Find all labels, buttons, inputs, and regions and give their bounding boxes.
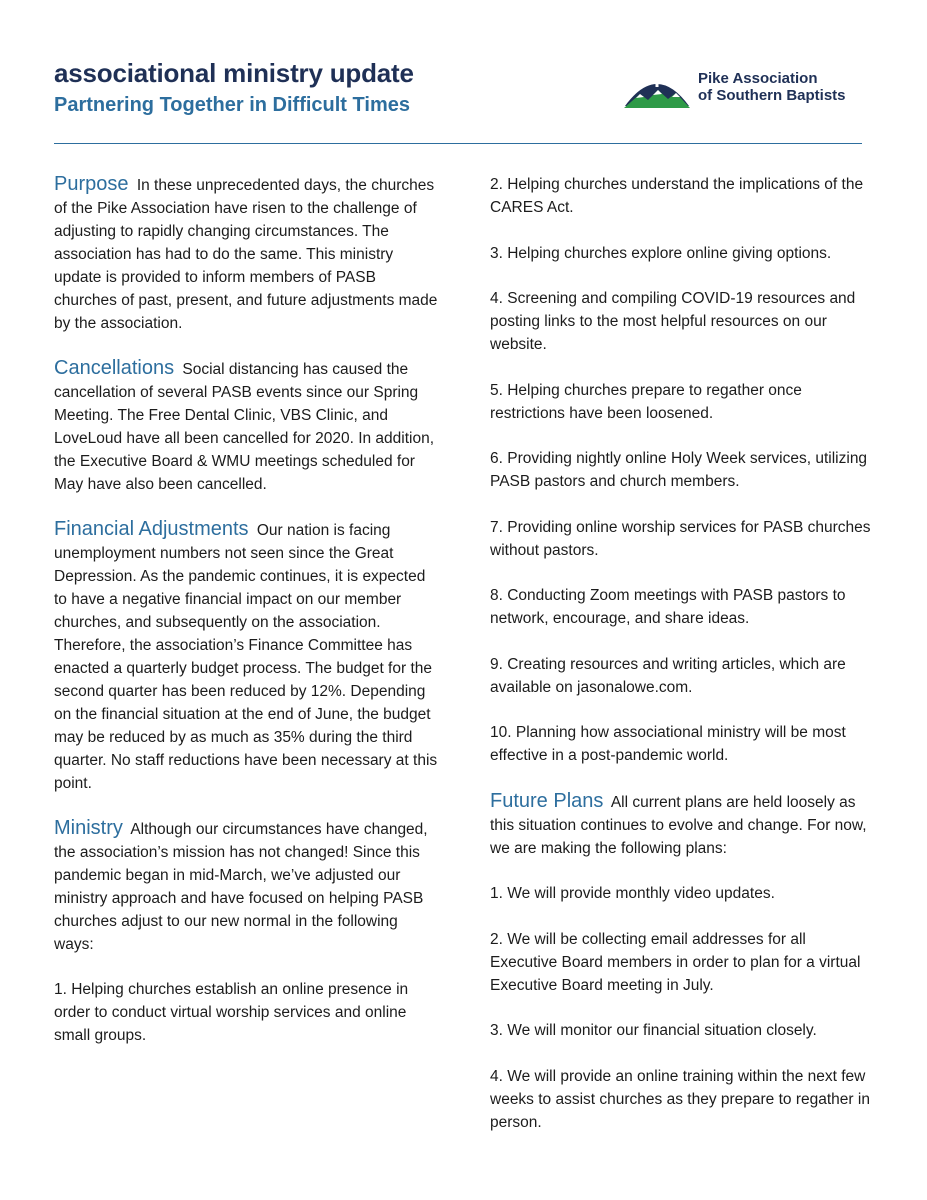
list-item: 10. Planning how associational ministry will be most effective in a post-pandemic world. [490, 724, 846, 764]
ministry-body: Although our circumstances have changed, the association’s mission has not changed! Since this pandemic began in mid-March, we’ve adjusted our ministry approach and have focused on helping PASB churches adjust to our new normal in the following ways: [54, 821, 428, 953]
future-plans-section [490, 790, 875, 860]
logo-name-line2: of Southern Baptists [698, 87, 846, 104]
cancellations-heading: Cancellations [54, 357, 175, 379]
purpose-heading: Purpose [54, 173, 129, 195]
list-item: 5. Helping churches prepare to regather once restrictions have been loosened. [490, 381, 802, 422]
list-item: 3. Helping churches explore online giving options. [490, 244, 832, 262]
financial-body: Our nation is facing unemployment numbers not seen since the Great Depression. As the pandemic continues, it is expected to have a negative financial impact on our member churches, and subsequently on the association. Therefore, the association’s Finance Committee has enacted a quarterly budget process. The budget for the second quarter has been reduced by 12%. Depending on the financial situation at the end of June, the budget may be reduced by as much as 35% during the third quarter. No staff reductions have been necessary at this point. [54, 522, 438, 792]
list-item: 1. We will provide monthly video updates. [490, 885, 775, 902]
left-column [54, 173, 439, 1069]
cancellations-body: Social distancing has caused the cancellation of several PASB events since our Spring Meeting. The Free Dental Clinic, VBS Clinic, and LoveLoud have all been cancelled for 2020. In addition, the Executive Board & WMU meetings scheduled for May have also been cancelled. [54, 361, 435, 493]
purpose-section [54, 173, 439, 335]
header-divider [54, 143, 862, 144]
organization-logo [622, 64, 846, 110]
list-item: 4. We will provide an online training within the next few weeks to assist churches as they prepare to regather in person. [490, 1067, 870, 1131]
right-column [490, 173, 875, 1156]
ministry-heading: Ministry [54, 817, 123, 839]
cancellations-section [54, 357, 439, 496]
list-item: 8. Conducting Zoom meetings with PASB pastors to network, encourage, and share ideas. [490, 587, 846, 627]
mountain-cross-icon [622, 64, 692, 110]
list-item: 9. Creating resources and writing articles, which are available on jasonalowe.com. [490, 655, 846, 696]
list-item: 7. Providing online worship services for PASB churches without pastors. [490, 518, 871, 559]
list-item: 1. Helping churches establish an online presence in order to conduct virtual worship services and online small groups. [54, 981, 409, 1044]
logo-name-line1: Pike Association [698, 70, 818, 87]
future-plans-heading: Future Plans [490, 789, 604, 812]
financial-section [54, 518, 439, 795]
list-item: 2. We will be collecting email addresses for all Executive Board members in order to plan for a virtual Executive Board meeting in July. [490, 930, 861, 994]
purpose-body: In these unprecedented days, the churches of the Pike Association have risen to the challenge of adjusting to rapidly changing circumstances. The association has had to do the same. This ministry update is provided to inform members of PASB churches of past, present, and future adjustments made by the association. [54, 177, 438, 332]
page-subtitle: Partnering Together in Difficult Times [54, 94, 410, 116]
future-plans-body: All current plans are held loosely as this situation continues to evolve and change. For now, we are making the following plans: [490, 793, 867, 857]
list-item: 4. Screening and compiling COVID-19 resources and posting links to the most helpful resources on our website. [490, 290, 856, 353]
ministry-section [54, 817, 439, 956]
list-item: 3. We will monitor our financial situation closely. [490, 1022, 817, 1039]
list-item: 6. Providing nightly online Holy Week services, utilizing PASB pastors and church members. [490, 450, 868, 490]
list-item: 2. Helping churches understand the implications of the CARES Act. [490, 176, 864, 216]
financial-heading: Financial Adjustments [54, 518, 249, 540]
page-title: associational ministry update [54, 58, 414, 88]
